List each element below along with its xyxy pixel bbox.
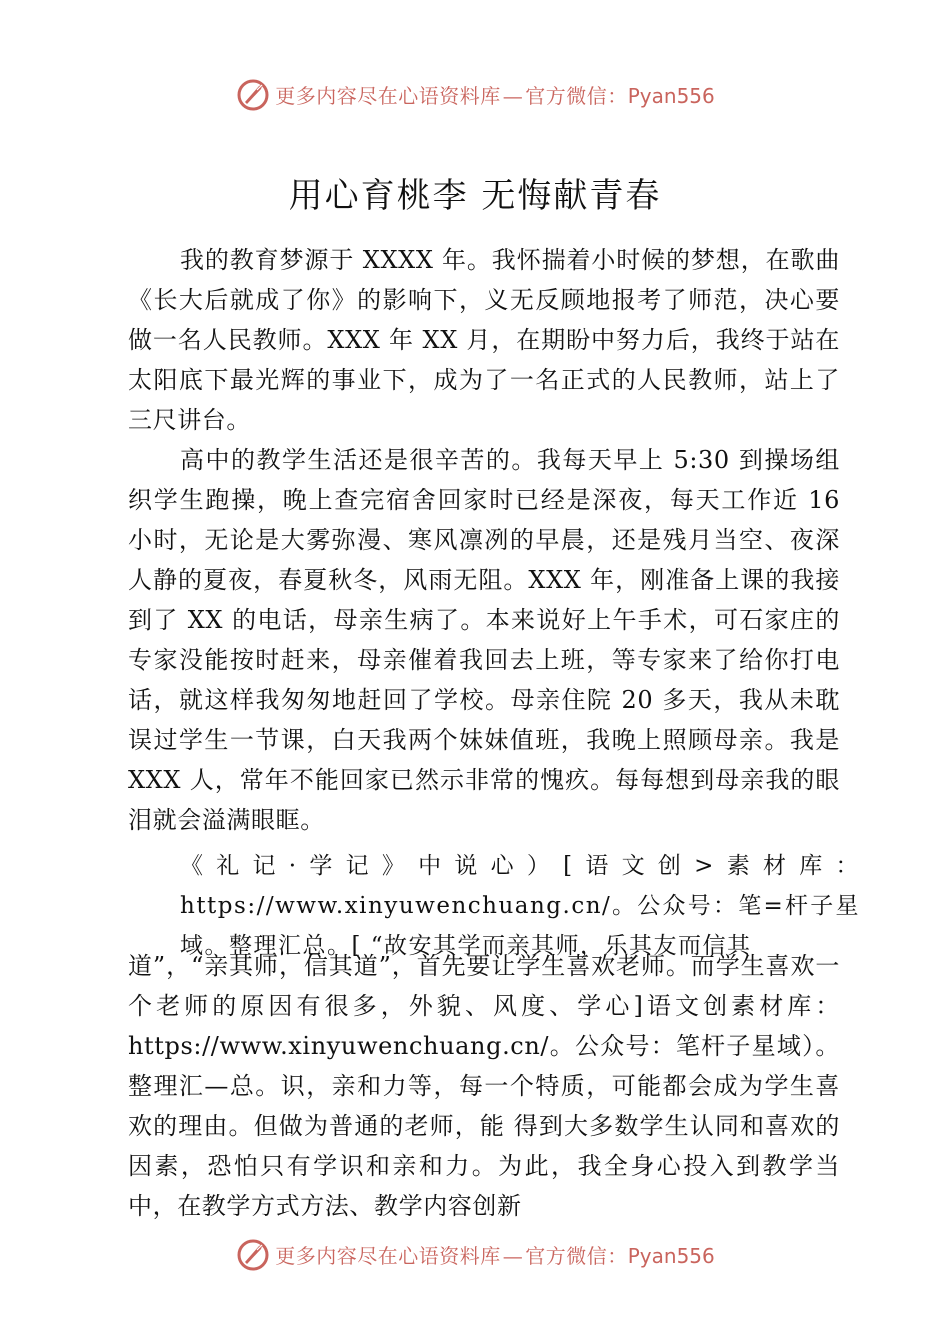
quill-logo-icon xyxy=(235,1236,271,1272)
header-wechat-id: Pyan556 xyxy=(627,83,715,108)
footer-banner xyxy=(0,1234,950,1274)
header-banner-text xyxy=(275,80,715,109)
footer-banner-text xyxy=(275,1240,715,1269)
header-wechat-label: 官方微信： xyxy=(525,83,628,108)
paragraph-1-block xyxy=(128,240,840,440)
paragraph-3-block xyxy=(128,946,840,1226)
header-separator: — xyxy=(502,83,524,108)
header-brand: 更多内容尽在心语资料库 xyxy=(275,83,501,108)
paragraph-1: 我的教育梦源于 XXXX 年。我怀揣着小时候的梦想，在歌曲《长大后就成了你》的影响下，义无反顾地报考了师范，决心要做一名人民教师。XXX 年 XX 月，在期盼中努力后，我终于站在太阳底下最光辉的事业下，成为了一名正式的人民教师，站上了三尺讲台。 xyxy=(128,246,840,434)
quill-logo-icon xyxy=(235,76,271,112)
footer-wechat-id: Pyan556 xyxy=(627,1243,715,1268)
paragraph-3: 道”，“亲其师，信其道”，首先要让学生喜欢老师。而学生喜欢一个老师的原因有很多，外貌、风度、学心]语文创素材库：https://www.xinyuwenchuang.cn/。公众号：笔杆子星域）。整理汇—总。识，亲和力等，每一个特质，可能都会成为学生喜欢的理由。但做为普通的老师，能 得到大多数学生认同和喜欢的因素，恐怕只有学识和亲和力。为此，我全身心投入到教学当中，在教学方式方法、教学内容创新 xyxy=(128,952,840,1220)
header-banner xyxy=(0,74,950,114)
footer-separator: — xyxy=(502,1243,524,1268)
footer-brand: 更多内容尽在心语资料库 xyxy=(275,1243,501,1268)
footer-wechat-label: 官方微信： xyxy=(525,1243,628,1268)
paragraph-2: 高中的教学生活还是很辛苦的。我每天早上 5:30 到操场组织学生跑操，晚上查完宿舍回家时已经是深夜，每天工作近 16 小时，无论是大雾弥漫、寒风凛冽的早晨，还是残月当空、夜深人静的夏夜，春夏秋冬，风雨无阻。XXX 年，刚准备上课的我接到了 XX 的电话，母亲生病了。本来说好上午手术，可石家庄的专家没能按时赶来，母亲催着我回去上班，等专家来了给你打电话，就这样我匆匆地赶回了学校。母亲住院 20 多天，我从未耽误过学生一节课，白天我两个妹妹值班，我晚上照顾母亲。我是 XXX 人，常年不能回家已然示非常的愧疚。每每想到母亲我的眼泪就会溢满眼眶。 xyxy=(128,446,840,834)
page-title: 用心育桃李 无悔献青春 xyxy=(288,176,662,216)
quote-paragraph: 《礼记·学记》中说心）[语文创>素材库：https://www.xinyuwenchuang.cn/。公众号：笔=杆子星域。整理汇总。[ “故安其学而亲其师，乐其友而信其 xyxy=(180,853,860,959)
paragraph-2-block xyxy=(128,440,840,840)
